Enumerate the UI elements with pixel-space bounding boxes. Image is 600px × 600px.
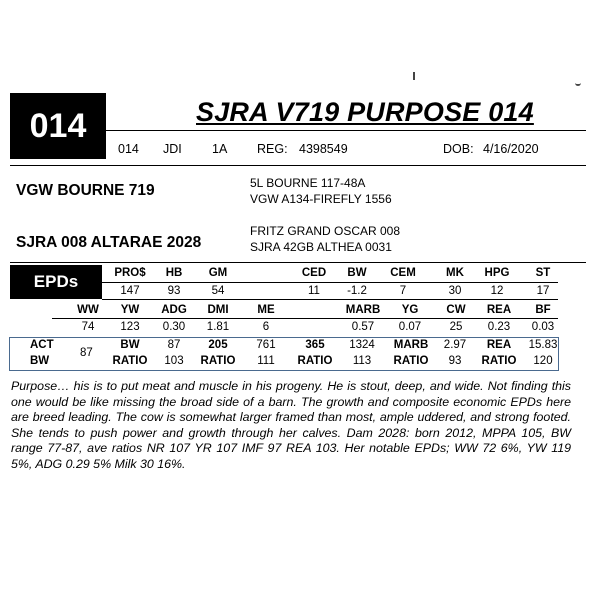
- epd1-header: GM: [208, 267, 228, 279]
- act-label: ACT: [30, 339, 54, 351]
- epd1-value: 30: [448, 285, 462, 297]
- tattoo: 014: [118, 142, 139, 156]
- epd2-value: 0.07: [398, 321, 422, 333]
- epd2-value: 1.81: [206, 321, 230, 333]
- epd-row2-rule: [52, 318, 558, 319]
- sire-name: VGW BOURNE 719: [16, 182, 155, 199]
- epd2-value: 74: [81, 321, 95, 333]
- lot-number-box: [10, 93, 106, 159]
- epd2-value: 0.23: [487, 321, 511, 333]
- epd2-value: 0.03: [531, 321, 555, 333]
- epd2-header: REA: [486, 304, 512, 316]
- ratio-bottom-cell: 120: [533, 355, 553, 367]
- dam-dam: SJRA 42GB ALTHEA 0031: [250, 240, 392, 254]
- epds-label-box: [10, 265, 102, 299]
- reg-label: REG:: [257, 142, 288, 156]
- epd1-header: PRO$: [114, 267, 146, 279]
- epd1-value: 93: [167, 285, 181, 297]
- epd2-value: 6: [262, 321, 270, 333]
- bw-label: BW: [30, 355, 50, 367]
- ratio-bottom-cell: 103: [164, 355, 184, 367]
- epd-row1-rule: [102, 282, 558, 283]
- top-fragment-mark: [575, 74, 581, 86]
- herd-prefix: JDI: [163, 142, 182, 156]
- epd1-header: HPG: [484, 267, 510, 279]
- ratio-top-cell: 1324: [349, 339, 375, 351]
- ratio-bottom-cell: RATIO: [393, 355, 429, 367]
- epd2-header: YW: [120, 304, 140, 316]
- epd2-header: DMI: [207, 304, 229, 316]
- sire-sire: 5L BOURNE 117-48A: [250, 176, 366, 190]
- epd1-header: ST: [535, 267, 551, 279]
- epd2-header: CW: [446, 304, 466, 316]
- epd2-value: 25: [449, 321, 463, 333]
- info-divider: [10, 165, 586, 166]
- epd2-header: WW: [77, 304, 99, 316]
- dam-sire: FRITZ GRAND OSCAR 008: [250, 224, 401, 238]
- code: 1A: [212, 142, 228, 156]
- ratio-top-cell: REA: [486, 339, 512, 351]
- description: Purpose… his is to put meat and muscle in his progeny. He is stout, deep, and wide. Not finding this one would be like missing the broad side of a barn. The growth and composite economic EPDs here are breed leading. The cow is somewhat larger framed than most, ample uddered, and strong footed. She tends to push power and growth through her calves. Dam 2028: born 2012, MPPA 105, BW range 77-87, ave ratios NR 107 YR 107 IMF 97 REA 103. Her notable EPDs; WW 72 6%, YW 119 5%, ADG 0.29 5% Milk 30 16%.: [11, 379, 571, 471]
- ratio-top-cell: 365: [305, 339, 325, 351]
- epd2-header: ADG: [161, 304, 187, 316]
- ratio-bottom-cell: RATIO: [200, 355, 236, 367]
- ratio-bottom-cell: 111: [257, 355, 275, 367]
- epd2-value: 0.57: [351, 321, 375, 333]
- epd1-value: 12: [490, 285, 504, 297]
- epd1-header: CEM: [390, 267, 416, 279]
- ratio-top-cell: BW: [120, 339, 140, 351]
- top-fragment-mark: [413, 72, 415, 80]
- epd2-value: 123: [120, 321, 140, 333]
- epd2-header: MARB: [345, 304, 381, 316]
- pedigree-divider: [10, 262, 586, 263]
- epd1-header: CED: [301, 267, 327, 279]
- epd1-header: BW: [347, 267, 367, 279]
- dob-value: 4/16/2020: [483, 142, 539, 156]
- ratio-bottom-cell: 93: [448, 355, 462, 367]
- ratio-bottom-cell: RATIO: [297, 355, 333, 367]
- epd1-value: -1.2: [347, 285, 367, 297]
- ratio-top-cell: 205: [208, 339, 228, 351]
- ratio-bottom-cell: 113: [352, 355, 372, 367]
- epd1-value: 11: [308, 285, 320, 297]
- ratio-bottom-cell: RATIO: [112, 355, 148, 367]
- reg-number: 4398549: [299, 142, 348, 156]
- epd2-header: YG: [401, 304, 419, 316]
- epd2-value: 0.30: [162, 321, 186, 333]
- epd-row1-bottom-rule: [102, 299, 558, 300]
- epd1-header: MK: [446, 267, 464, 279]
- epds-label: EPDs: [33, 272, 79, 291]
- epd1-value: 7: [399, 285, 407, 297]
- animal-name: SJRA V719 PURPOSE 014: [196, 97, 534, 127]
- epd1-header: HB: [165, 267, 183, 279]
- dam-name: SJRA 008 ALTARAE 2028: [16, 234, 202, 251]
- birth-weight: 87: [80, 347, 93, 359]
- ratio-top-cell: 15.83: [528, 339, 558, 351]
- lot-number: 014: [29, 106, 87, 145]
- epd1-value: 147: [120, 285, 140, 297]
- ratio-top-cell: 761: [256, 339, 276, 351]
- ratio-top-cell: MARB: [393, 339, 429, 351]
- epd1-value: 17: [536, 285, 550, 297]
- epd1-value: 54: [211, 285, 225, 297]
- ratio-bottom-cell: RATIO: [481, 355, 517, 367]
- epd2-header: BF: [535, 304, 551, 316]
- info-bottom-rule: [106, 130, 586, 131]
- ratio-top-cell: 87: [167, 339, 181, 351]
- sire-dam: VGW A134-FIREFLY 1556: [250, 192, 392, 206]
- epd2-header: ME: [257, 304, 275, 316]
- ratio-top-cell: 2.97: [443, 339, 467, 351]
- dob-label: DOB:: [443, 142, 474, 156]
